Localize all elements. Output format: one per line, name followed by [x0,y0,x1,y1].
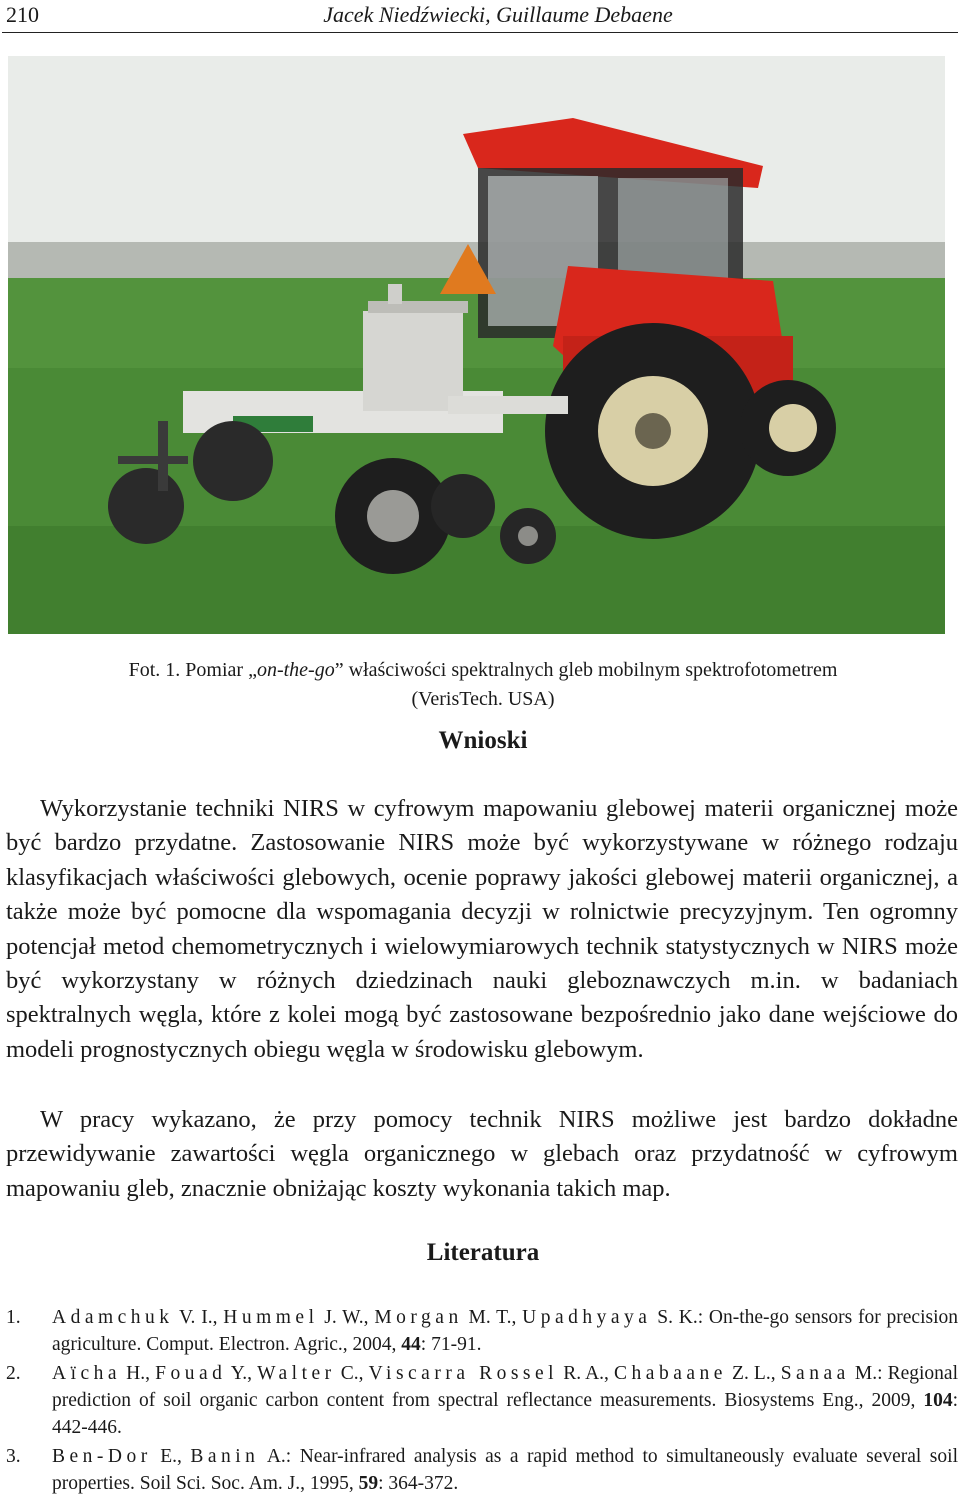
reference-number: 3. [6,1446,21,1467]
author-surname: Aïcha [52,1363,122,1384]
literature-heading: Literatura [426,1239,540,1266]
page-header [0,0,960,34]
reference-item [6,1360,958,1441]
author-initials: E., [151,1446,191,1467]
reference-list [6,1304,958,1499]
reference-item [6,1443,958,1497]
author-initials: M. [849,1363,878,1384]
author-initials: Z. L., [726,1363,781,1384]
author-initials: M. T., [462,1307,523,1328]
reference-pages: : 442-446. [52,1390,958,1438]
conclusions-paragraph-1 [6,792,958,1067]
author-initials: H., [121,1363,156,1384]
paragraph-text: Wykorzystanie techniki NIRS w cyfrowym mapowaniu glebowej materii organicznej może być bardzo przydatne. Zastosowanie NIRS może być wykorzystywane w różnego rodzaju klasyfikacjach właściwości glebowych, ocenie poprawy jakości glebowej materii organicznej, a także może być pomocne dla wspomagania decyzji w rolnictwie precyzyjnym. Ten ogromny potencjał metod chemometrycznych i wielowymiarowych technik statystycznych w NIRS może być wykorzystany w różnych dziedzinach nauki gleboznawczych m.in. w badaniach spektralnych węgla, które z kolei mogą być zastosowane bezpośrednio jako dane wejściowe do modeli prognostycznych obiegu węgla w środowisku glebowym. [6,795,958,1063]
reference-title: : Near-infrared analysis as a rapid method to simultaneously evaluate several soil properties. Soil Sci. Soc. Am. J., 1995, [52,1446,958,1494]
reference-number: 2. [6,1363,21,1384]
author-initials: S. K. [651,1307,698,1328]
author-surname: Upadhyaya [522,1307,652,1328]
author-surname: Viscarra Rossel [368,1363,559,1384]
reference-volume: 44 [401,1334,421,1355]
reference-volume: 104 [923,1390,953,1411]
tractor-field-photo [8,56,945,634]
author-initials: V. I., [173,1307,224,1328]
author-initials: J. W., [318,1307,375,1328]
header-rule [2,32,958,33]
author-surname: Adamchuk [52,1307,174,1328]
author-surname: Banin [190,1446,260,1467]
author-initials: A. [259,1446,286,1467]
author-surname: Ben-Dor [52,1446,152,1467]
running-head: Jacek Niedźwiecki, Guillaume Debaene [323,2,673,27]
reference-title: : On-the-go sensors for precision agriculture. Comput. Electron. Agric., 2004, [52,1307,959,1355]
paragraph-text: W pracy wykazano, że przy pomocy technik NIRS możliwe jest bardzo dokładne przewidywanie zawartości węgla organicznego w glebach oraz przydatność w cyfrowym mapowaniu gleb, znacznie obniżając koszty wykonania takich map. [6,1106,958,1202]
author-surname: Fouad [155,1363,227,1384]
conclusions-heading: Wnioski [438,727,528,754]
author-surname: Walter [257,1363,336,1384]
reference-title: : Regional prediction of soil organic carbon content from spectral reflectance measurements. Biosystems Eng., 2009, [52,1363,958,1411]
author-initials: C., [335,1363,369,1384]
reference-pages: : 364-372. [378,1473,459,1494]
caption-suffix: ” właściwości spektralnych gleb mobilnym spektrofotometrem [334,659,838,681]
author-initials: R. A., [558,1363,615,1384]
figure-caption [0,656,960,714]
author-surname: Chabaane [614,1363,727,1384]
author-initials: Y., [226,1363,258,1384]
author-surname: Hummel [223,1307,319,1328]
reference-number: 1. [6,1307,21,1328]
author-surname: Sanaa [780,1363,850,1384]
reference-volume: 59 [358,1473,379,1494]
caption-line2: (VerisTech. USA) [411,688,555,710]
page-number: 210 [6,2,39,27]
caption-italic: on-the-go [256,659,335,681]
author-surname: Morgan [374,1307,463,1328]
reference-item [6,1304,958,1358]
caption-prefix: Fot. 1. Pomiar „ [128,659,257,681]
reference-pages: : 71-91. [420,1334,482,1355]
conclusions-paragraph-2 [6,1103,958,1206]
